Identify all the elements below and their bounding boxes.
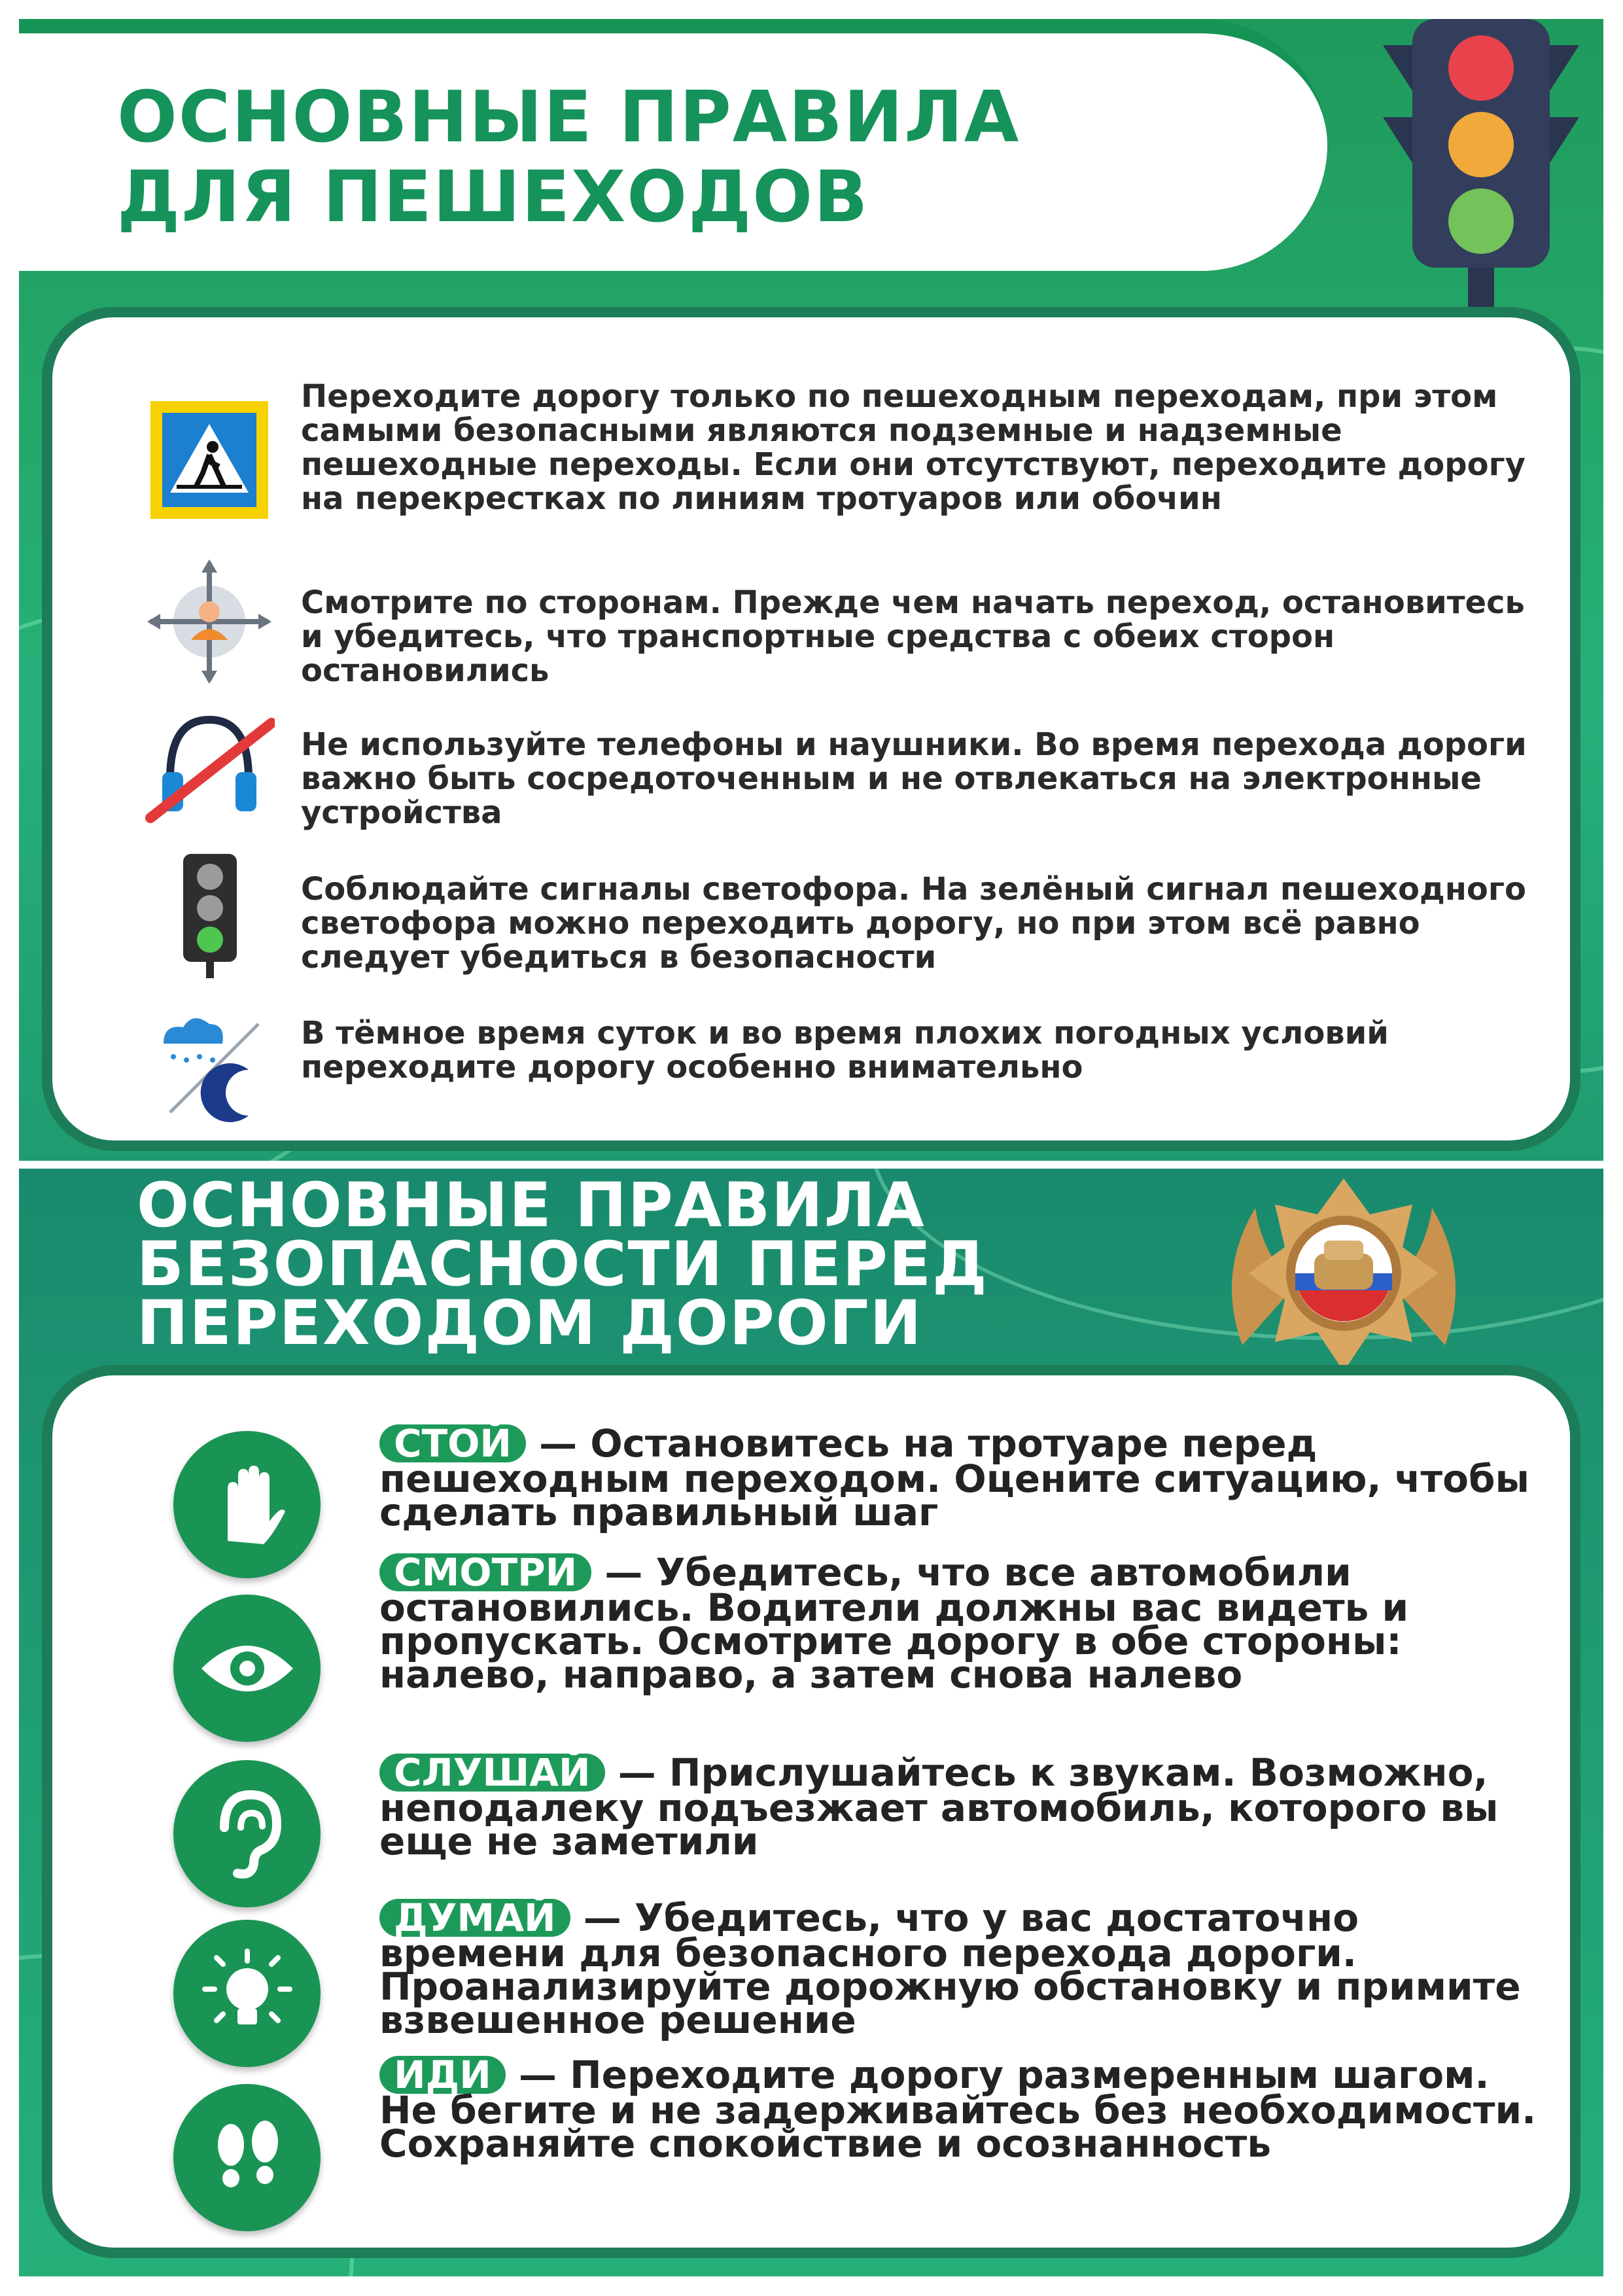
step-text [379,2053,1557,2166]
title-line-2: БЕЗОПАСНОСТИ ПЕРЕД [137,1229,988,1300]
step-keyword: СЛУШАЙ [379,1754,605,1792]
rules-card [42,307,1580,1151]
step-text [379,1421,1557,1534]
step-keyword: СТОЙ [379,1424,526,1462]
traffic-light-icon [1383,19,1579,307]
rule-text: В тёмное время суток и во время плохих погодных условий переходите дорогу особенно внимательно [301,1015,1389,1086]
title-line-2: ДЛЯ ПЕШЕХОДОВ [117,156,869,238]
lightbulb-icon [173,1920,321,2067]
step-text [379,1896,1557,2042]
weather-night-icon [144,998,275,1129]
ear-icon [173,1760,321,1907]
rule-text: Переходите дорогу только по пешеходным переходам, при этом самыми безопасными являются подземные и надземные пешеходные переходы. Если они отсутствуют, переходите дорогу на перекрестках по линиям тротуаров или обочин [301,378,1526,517]
hand-stop-icon [173,1431,321,1578]
pedestrian-rules-panel [19,19,1603,1161]
step-description: — Переходите дорогу размеренным шагом. Не бегите и не задерживайтесь без необходимости. Сохраняйте спокойствие и осознанность [379,2053,1537,2166]
step-keyword: СМОТРИ [379,1553,591,1591]
look-around-icon [144,556,275,687]
rule-text: Соблюдайте сигналы светофора. На зелёный сигнал пешеходного светофора можно переходить дорогу, но при этом всё равно следует убедиться в безопасности [301,871,1526,976]
title-line-1: ОСНОВНЫЕ ПРАВИЛА [117,77,1021,158]
traffic-light-small-icon [144,851,275,981]
step-keyword: ДУМАЙ [379,1899,570,1937]
rule-text: Смотрите по сторонам. Прежде чем начать переход, остановитесь и убедитесь, что транспортные средства с обеих сторон остановились [301,584,1525,689]
section-title [137,1170,988,1359]
rule-text: Не используйте телефоны и наушники. Во время перехода дороги важно быть сосредоточенным и не отвлекаться на электронные устройства [301,726,1527,831]
page-title [117,78,1020,238]
step-description: — Прислушайтесь к звукам. Возможно, неподалеку подъезжает автомобиль, которого вы еще не заметили [379,1750,1499,1863]
step-text [379,1750,1557,1863]
traffic-police-emblem [1216,1175,1471,1378]
crossing-safety-panel [19,1169,1603,2276]
no-headphones-icon [144,700,275,831]
title-line-1: ОСНОВНЫЕ ПРАВИЛА [137,1170,926,1241]
eye-icon [173,1595,321,1742]
step-description: — Остановитесь на тротуаре перед пешеходным переходом. Оцените ситуацию, чтобы сделать правильный шаг [379,1421,1529,1534]
step-description: — Убедитесь, что все автомобили остановились. Водители должны вас видеть и пропускать. Осмотрите дорогу в обе стороны: налево, направо, а затем снова налево [379,1550,1409,1697]
step-text [379,1550,1557,1697]
step-keyword: ИДИ [379,2056,506,2094]
step-description: — Убедитесь, что у вас достаточно времени для безопасного перехода дороги. Проанализируйте дорожную обстановку и примите взвешенное решение [379,1896,1521,2042]
footprints-icon [173,2084,321,2231]
steps-card [42,1365,1580,2258]
title-line-3: ПЕРЕХОДОМ ДОРОГИ [137,1288,923,1359]
crosswalk-sign-icon [144,395,275,525]
